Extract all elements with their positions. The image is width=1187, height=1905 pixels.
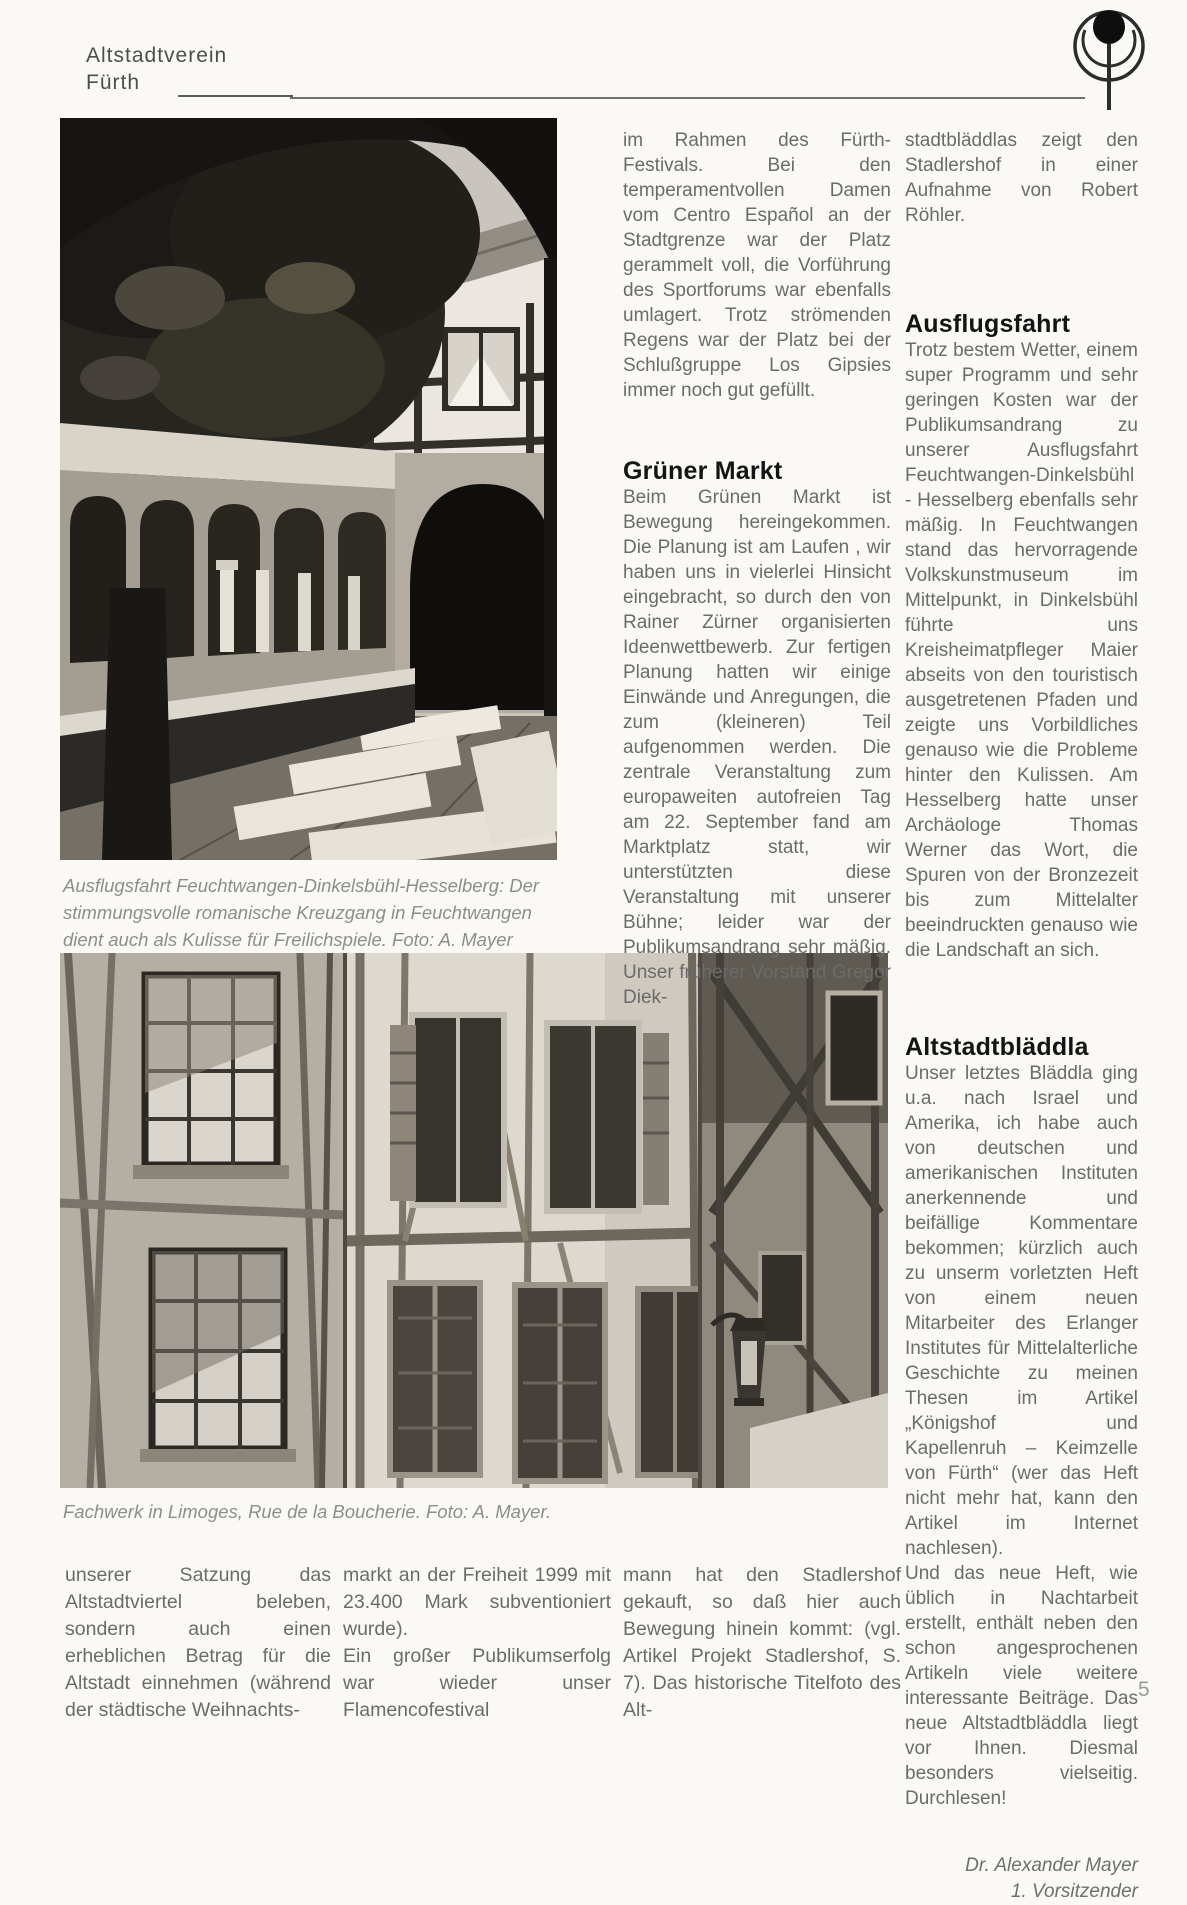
gruener-markt-paragraph: Beim Grünen Markt ist Bewegung hereingekommen. Die Planung ist am Laufen , wir haben uns in vielerlei Hinsicht eingebracht, so durch den von Rainer Zürner organisierten Ideenwettbewerb. Zur fertigen Planung hatten wir einige Einwände und Anregungen, die zum (kleineren) Teil aufgenommen werden. Die zentrale Veranstaltung zum europaweiten autofreien Tag am 22. September fand am Marktplatz statt, wir unterstützten diese Veranstaltung mit unserer Bühne; leider war der Publikumsandrang sehr mäßig. Unser früherer Vorstand Gregor Diek-	[623, 487, 891, 1008]
caption-fachwerk: Fachwerk in Limoges, Rue de la Boucherie. Foto: A. Mayer.	[63, 1501, 552, 1522]
right-facade	[700, 953, 888, 1488]
bottom-column-3	[623, 1562, 901, 1724]
altstadtverein-logo-icon	[1068, 6, 1150, 114]
tulip-flower-emblem-svg	[1068, 6, 1150, 114]
fachwerk-photo-illustration	[60, 953, 888, 1488]
cloister-photo-illustration	[60, 118, 557, 860]
page-number: 5	[1138, 1678, 1150, 1701]
left-facade	[60, 953, 345, 1488]
masthead	[86, 42, 227, 96]
signature-block	[905, 1853, 1138, 1905]
kreuzgang-feuchtwangen-photo	[60, 118, 557, 860]
weihnachtsmarkt-paragraph: markt an der Freiheit 1999 mit 23.400 Mark subventioniert wurde).	[343, 1564, 611, 1640]
stadlershof-kauf-paragraph: mann hat den Stadlershof gekauft, so daß hier auch Bewegung hinein kommt: (vgl. Artikel Projekt Stadlershof, S. 7). Das historische Titelfoto des Alt-	[623, 1564, 901, 1721]
header-rule	[290, 97, 1085, 99]
signature-title: 1. Vorsitzender	[1010, 1881, 1138, 1902]
header-rule-left-segment	[178, 95, 293, 97]
heading-altstadtblaeddla: Altstadtbläddla	[905, 1033, 1089, 1061]
fachwerk-limoges-photo	[60, 953, 888, 1488]
altstadtblaeddla-paragraph-1: Unser letztes Bläddla ging u.a. nach Israel und Amerika, ich habe auch von deutschen und amerikanischen Instituten anerkennende und beifällige Kommentare bekommen; kürzlich auch zu unserm vorletzten Heft von einem neuen Mitarbeiter des Erlanger Institutes für Mittelalterliche Geschichte zu meinen Thesen im Artikel „Königshof und Kapellenruh – Keimzelle von Fürth“ (wer das Heft nicht mehr hat, kann den Artikel im Internet nachlesen).	[905, 1063, 1138, 1559]
signature-name: Dr. Alexander Mayer	[965, 1855, 1138, 1876]
caption-cloister: Ausflugsfahrt Feuchtwangen-Dinkelsbühl-Hesselberg: Der stimmungsvolle romanische Kreuzgang in Feuchtwangen dient auch als Kulisse für Freilichspiele. Foto: A. Mayer	[63, 875, 540, 950]
heading-ausflugsfahrt: Ausflugsfahrt	[905, 310, 1071, 338]
org-name-line1: Altstadtverein	[86, 44, 228, 67]
bottom-column-1	[65, 1562, 331, 1724]
article-column-middle	[623, 128, 891, 1010]
altstadtblaeddla-paragraph-2: Und das neue Heft, wie üblich in Nachtarbeit erstellt, enthält neben den schon angesprochenen Artikeln viele weitere interessante Beiträge. Das neue Altstadtbläddla liegt vor Ihnen. Diesmal besonders vielseitig. Durchlesen!	[905, 1563, 1138, 1809]
middle-facade	[345, 953, 712, 1488]
festival-paragraph: im Rahmen des Fürth-Festivals. Bei den temperamentvollen Damen vom Centro Español an der Stadtgrenze war der Platz gerammelt voll, die Vorführung des Sportforums war ebenfalls umlagert. Trotz strömenden Regens war der Platz bei der Schlußgruppe Los Gipsies immer noch gut gefüllt.	[623, 130, 891, 401]
satzung-paragraph: unserer Satzung das Altstadtviertel beleben, sondern auch einen erheblichen Betrag für die Altstadt einnehmen (während der städtische Weihnachts-	[65, 1564, 331, 1721]
article-column-right	[905, 128, 1138, 1905]
bottom-column-2	[343, 1562, 611, 1724]
flamencofestival-paragraph: Ein großer Publikumserfolg war wieder unser Flamencofestival	[343, 1645, 611, 1721]
heading-gruener-markt: Grüner Markt	[623, 457, 783, 485]
ausflugsfahrt-paragraph: Trotz bestem Wetter, einem super Programm und sehr geringen Kosten war der Publikumsandrang zu unserer Ausflugsfahrt Feuchtwangen-Dinkelsbühl - Hesselberg ebenfalls sehr mäßig. In Feuchtwangen stand das hervorragende Volkskunstmuseum im Mittelpunkt, in Dinkelsbühl führte uns Kreisheimatpfleger Maier abseits von den touristisch ausgetretenen Pfaden und zeigte uns Vorbildliches genauso wie die Probleme hinter den Kulissen. Am Hesselberg hatte unser Archäologe Thomas Werner das Wort, die Spuren von der Bronzezeit bis zum Mittelalter beeindruckten genauso wie die Landschaft an sich.	[905, 340, 1138, 961]
dark-archway	[395, 453, 557, 713]
stadlershof-photo-paragraph: stadtbläddlas zeigt den Stadlershof in einer Aufnahme von Robert Röhler.	[905, 130, 1138, 226]
org-name-line2: Fürth	[86, 71, 141, 94]
